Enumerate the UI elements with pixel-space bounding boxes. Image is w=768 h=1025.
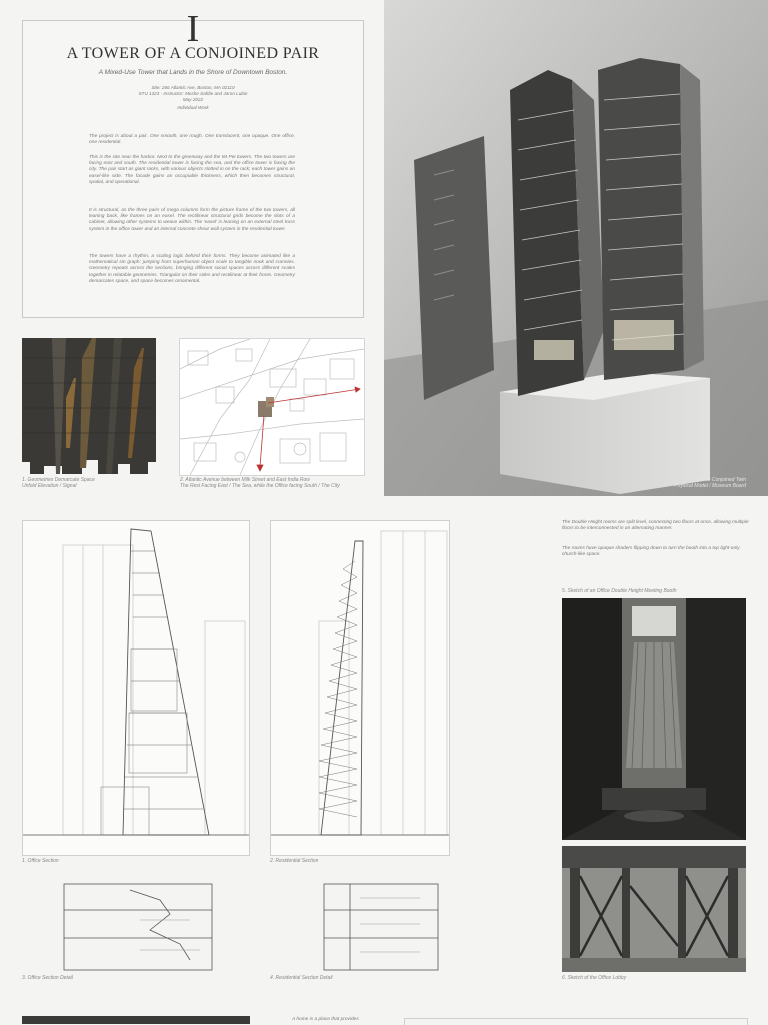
residential-detail-caption: 4. Residential Section Detail [270, 975, 333, 981]
booth-sketch-image [562, 598, 746, 840]
physical-model-photo [384, 0, 768, 496]
paragraph-3: It is structural, as the three pairs of mega columns form the picture frame of the two towers, all leaning back, like frames on an easel. The rectilinear structural grids become the slots of a cabinet, allowing other systems to weave within. The 'easel' is leaning on an external steel truss system in the office tower and an internal concrete shear wall system in the residential tower. [89, 208, 295, 232]
bottom-photo-strip [22, 1016, 250, 1024]
title-panel [22, 8, 364, 318]
meta-studio: STU 1323 - Instructor: Moshe Safdie and Jaron Lubin [138, 91, 248, 96]
booth-sketch-caption: 5. Sketch of an Office Double Height Meeting Booth [562, 588, 677, 594]
section-numeral: I [186, 8, 200, 50]
paragraph-2: This is the site near the harbor. Next to the greenway and the IM Pei towers. The two towers are facing east and south. The residential tower is facing the sea, and the office tower is facing the city. The pair start as giant racks, with various objects slotted in on the rack; each tower gains an easel-like side. The facade gains an occupiable thickness, which then becomes structural, spatial, and operational. [89, 155, 295, 185]
residential-section-drawing [270, 520, 450, 856]
office-detail-caption: 3. Office Section Detail [22, 975, 73, 981]
page-subtitle: A Mixed-Use Tower that Lands in the Shore of Downtown Boston. [98, 69, 288, 76]
model-caption: 3. The Conjoined Twin Physical Model / Museum Board [674, 477, 746, 489]
unfold-elevation-image [22, 338, 156, 474]
lobby-sketch-image [562, 846, 746, 972]
page-title: A TOWER OF A CONJOINED PAIR [66, 45, 320, 62]
lobby-sketch-caption: 6. Sketch of the Office Lobby [562, 975, 627, 981]
office-section-caption: 1. Office Section [22, 858, 59, 864]
paragraph-4: The towers have a rhythm, a scaling logic behind their forms. They become animated like a mathematical sin graph: jumping from superhuman object scale to tangible nook and crannies. Geometry repeats across the sections, bringing different social spaces across different scales together in relatable geometries. Triangular on their sides and rectilinear at their fronts. Geometry demarcates space, and space becomes ornamental. [89, 254, 295, 284]
paragraph-1: The project is about a pair. One smooth, one rough. One translucent, one opaque. One office, one residential. [89, 134, 295, 146]
elevation-caption: 1. Geometries Demarcate Space Unfold Elevation / Signal [22, 477, 95, 489]
site-plan-map [179, 338, 365, 476]
footer-text: A home is a place that provides [292, 1017, 359, 1022]
booth-note-2: The rooms have opaque shaders flipping down to turn the booth into a top light-only church-like space. [562, 546, 740, 558]
booth-note-1: The Double Height rooms are split level, connecting two floors at once, allowing multiple floors to be interconnected in an alternating manner. [562, 520, 749, 532]
residential-section-caption: 2. Residential Section [270, 858, 319, 864]
office-section-drawing [22, 520, 250, 856]
site-caption: 2. Atlantic Avenue between Milk Street and East India Row The Resi Facing East / The Sea, while the Office facing South / The City [180, 477, 340, 489]
residential-section-detail [320, 880, 444, 972]
meta-type: Individual Work [177, 105, 209, 110]
meta-site: Site: 266 Atlantic Ave, Boston, MA 02110 [151, 85, 235, 90]
meta-date: May 2022 [182, 97, 204, 102]
office-section-detail [60, 880, 220, 972]
